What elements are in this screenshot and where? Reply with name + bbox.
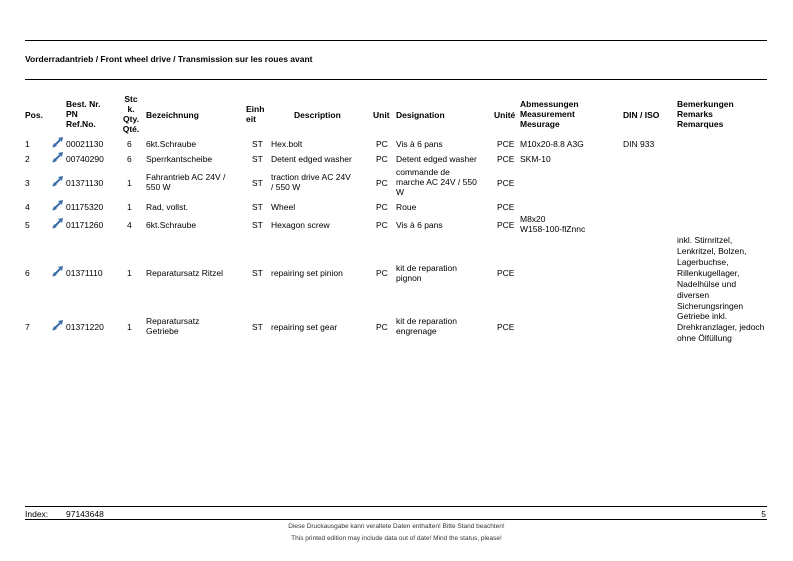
part-link-icon[interactable] xyxy=(52,199,66,211)
index-value: 97143648 xyxy=(66,509,104,519)
row-2-quantity: 6 xyxy=(127,154,132,164)
row-4-einheit: ST xyxy=(252,202,263,212)
row-3-unit: PC xyxy=(376,178,388,188)
header-part-number: Best. Nr. PN Ref.No. xyxy=(66,99,101,129)
row-2-part-number[interactable]: 00740290 xyxy=(66,154,104,164)
header-pos: Pos. xyxy=(25,110,43,120)
row-2-description: Detent edged washer xyxy=(271,154,352,164)
row-3-designation: commande de marche AC 24V / 550 W xyxy=(396,167,477,197)
row-2-einheit: ST xyxy=(252,154,263,164)
part-link-icon[interactable] xyxy=(52,136,66,148)
part-link-icon[interactable] xyxy=(52,265,66,277)
row-1-abmessungen: M10x20-8.8 A3G xyxy=(520,139,584,149)
row-3-bezeichnung: Fahrantrieb AC 24V / 550 W xyxy=(146,172,226,192)
notice-english: This printed edition may include data out of date! Mind the status, please! xyxy=(291,535,502,542)
header-description: Description xyxy=(294,110,341,120)
row-7-pos: 7 xyxy=(25,322,30,332)
row-6-unite: PCE xyxy=(497,268,515,278)
row-5-abmessungen: M8x20 W158-100-flZnnc xyxy=(520,214,586,234)
row-6-description: repairing set pinion xyxy=(271,268,343,278)
row-3-description: traction drive AC 24V / 550 W xyxy=(271,172,351,192)
header-quantity: Stc k. Qty. Qté. xyxy=(122,94,140,134)
row-7-quantity: 1 xyxy=(127,322,132,332)
row-6-part-number[interactable]: 01371110 xyxy=(66,268,103,278)
row-1-din-iso: DIN 933 xyxy=(623,139,655,149)
header-bemerkungen: Bemerkungen Remarks Remarques xyxy=(677,99,734,129)
header-unit: Unit xyxy=(373,110,390,120)
row-5-designation: Vis à 6 pans xyxy=(396,220,443,230)
row-2-pos: 2 xyxy=(25,154,30,164)
row-7-description: repairing set gear xyxy=(271,322,338,332)
row-7-part-number[interactable]: 01371220 xyxy=(66,322,104,332)
row-6-unit: PC xyxy=(376,268,388,278)
row-4-pos: 4 xyxy=(25,202,30,212)
row-2-designation: Detent edged washer xyxy=(396,154,477,164)
row-6-designation: kit de reparation pignon xyxy=(396,263,457,283)
row-1-einheit: ST xyxy=(252,139,263,149)
row-7-einheit: ST xyxy=(252,322,263,332)
row-1-designation: Vis à 6 pans xyxy=(396,139,443,149)
row-3-pos: 3 xyxy=(25,178,30,188)
row-4-part-number[interactable]: 01175320 xyxy=(66,202,104,212)
row-4-bezeichnung: Rad, vollst. xyxy=(146,202,189,212)
row-1-quantity: 6 xyxy=(127,139,132,149)
row-5-quantity: 4 xyxy=(127,220,132,230)
row-6-pos: 6 xyxy=(25,268,30,278)
row-1-unit: PC xyxy=(376,139,388,149)
row-4-unite: PCE xyxy=(497,202,515,212)
header-bezeichnung: Bezeichnung xyxy=(146,110,199,120)
row-7-bemerkungen: Getriebe inkl. Drehkranzlager, jedoch ohne Ölfüllung xyxy=(677,311,765,343)
row-4-unit: PC xyxy=(376,202,388,212)
row-4-designation: Roue xyxy=(396,202,417,212)
row-3-unite: PCE xyxy=(497,178,515,188)
part-link-icon[interactable] xyxy=(52,175,66,187)
row-7-unite: PCE xyxy=(497,322,515,332)
page-number: 5 xyxy=(761,509,766,519)
title-rule xyxy=(25,79,767,80)
row-6-einheit: ST xyxy=(252,268,263,278)
row-7-bezeichnung: Reparatursatz Getriebe xyxy=(146,316,200,336)
row-2-abmessungen: SKM-10 xyxy=(520,154,551,164)
row-7-unit: PC xyxy=(376,322,388,332)
row-5-unit: PC xyxy=(376,220,388,230)
row-7-designation: kit de reparation engrenage xyxy=(396,316,457,336)
header-unite: Unité xyxy=(494,110,516,120)
header-abmessungen: Abmessungen Measurement Mesurage xyxy=(520,99,579,129)
row-4-quantity: 1 xyxy=(127,202,132,212)
row-6-bemerkungen: inkl. Stirnritzel, Lenkritzel, Bolzen, Lagerbuchse, Rillenkugellager, Nadelhülse und diversen Sicherungsringen xyxy=(677,235,747,311)
part-link-icon[interactable] xyxy=(52,217,66,229)
row-1-part-number[interactable]: 00021130 xyxy=(66,139,104,149)
row-2-unit: PC xyxy=(376,154,388,164)
row-2-bezeichnung: Sperrkantscheibe xyxy=(146,154,213,164)
row-5-pos: 5 xyxy=(25,220,30,230)
row-3-part-number[interactable]: 01371130 xyxy=(66,178,104,188)
row-1-pos: 1 xyxy=(25,139,30,149)
top-rule xyxy=(25,40,767,41)
row-5-unite: PCE xyxy=(497,220,515,230)
header-din-iso: DIN / ISO xyxy=(623,110,660,120)
row-6-quantity: 1 xyxy=(127,268,132,278)
part-link-icon[interactable] xyxy=(52,151,66,163)
row-5-bezeichnung: 6kt.Schraube xyxy=(146,220,197,230)
part-link-icon[interactable] xyxy=(52,319,66,331)
footer-bottom-rule xyxy=(25,519,767,520)
row-1-unite: PCE xyxy=(497,139,515,149)
row-1-bezeichnung: 6kt.Schraube xyxy=(146,139,197,149)
row-2-unite: PCE xyxy=(497,154,515,164)
row-5-einheit: ST xyxy=(252,220,263,230)
row-5-part-number[interactable]: 01171260 xyxy=(66,220,104,230)
row-1-description: Hex.bolt xyxy=(271,139,303,149)
row-4-description: Wheel xyxy=(271,202,296,212)
row-3-quantity: 1 xyxy=(127,178,132,188)
notice-german: Diese Druckausgabe kann veraltete Daten enthalten! Bitte Stand beachten! xyxy=(288,523,505,530)
header-einheit: Einh eit xyxy=(246,104,265,124)
header-designation: Designation xyxy=(396,110,445,120)
row-5-description: Hexagon screw xyxy=(271,220,330,230)
footer-rule xyxy=(25,506,767,507)
row-3-einheit: ST xyxy=(252,178,263,188)
page-title: Vorderradantrieb / Front wheel drive / Transmission sur les roues avant xyxy=(25,54,313,64)
index-label: Index: xyxy=(25,509,49,519)
row-6-bezeichnung: Reparatursatz Ritzel xyxy=(146,268,224,278)
